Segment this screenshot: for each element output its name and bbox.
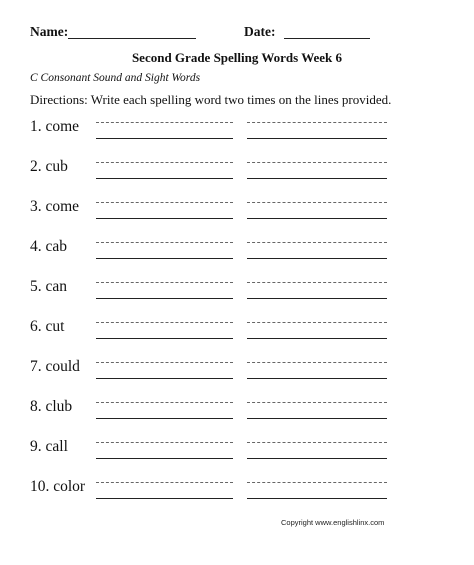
copyright-text: Copyright www.englishlinx.com [281,518,385,527]
directions-text: Directions: Write each spelling word two times on the lines provided. [30,92,392,107]
spelling-word: 7. could [30,358,80,375]
writing-midline [247,282,387,283]
writing-baseline[interactable] [96,378,233,379]
spelling-word: 6. cut [30,318,65,335]
writing-midline [96,122,233,123]
writing-baseline[interactable] [96,138,233,139]
spelling-word: 9. call [30,438,68,455]
writing-baseline[interactable] [247,378,387,379]
worksheet-subtitle: C Consonant Sound and Sight Words [30,72,201,84]
writing-midline [96,442,233,443]
spelling-word: 1. come [30,118,80,135]
writing-baseline[interactable] [247,338,387,339]
date-label: Date: [244,24,276,39]
name-label: Name: [30,24,69,39]
writing-baseline[interactable] [96,418,233,419]
writing-baseline[interactable] [96,178,233,179]
writing-baseline[interactable] [96,338,233,339]
writing-midline [96,482,233,483]
spelling-word: 3. come [30,198,80,215]
writing-baseline[interactable] [247,458,387,459]
writing-midline [96,202,233,203]
spelling-word: 8. club [30,398,73,415]
writing-baseline[interactable] [96,218,233,219]
writing-baseline[interactable] [96,458,233,459]
writing-baseline[interactable] [247,418,387,419]
writing-baseline[interactable] [96,258,233,259]
spelling-word: 10. color [30,478,86,495]
writing-midline [96,242,233,243]
writing-midline [247,162,387,163]
writing-midline [96,362,233,363]
spelling-word: 5. can [30,278,68,295]
writing-midline [247,122,387,123]
writing-midline [247,442,387,443]
writing-baseline[interactable] [247,218,387,219]
spelling-word: 2. cub [30,158,68,175]
writing-midline [247,362,387,363]
writing-midline [247,242,387,243]
writing-baseline[interactable] [247,138,387,139]
worksheet-title: Second Grade Spelling Words Week 6 [131,50,343,65]
writing-midline [247,402,387,403]
writing-midline [96,402,233,403]
writing-midline [96,322,233,323]
date-line [284,38,370,39]
writing-midline [96,282,233,283]
writing-midline [247,322,387,323]
writing-midline [247,202,387,203]
writing-baseline[interactable] [247,298,387,299]
writing-midline [96,162,233,163]
writing-baseline[interactable] [96,498,233,499]
spelling-word: 4. cab [30,238,68,255]
writing-baseline[interactable] [247,258,387,259]
writing-baseline[interactable] [247,498,387,499]
writing-baseline[interactable] [247,178,387,179]
name-line [68,38,196,39]
writing-baseline[interactable] [96,298,233,299]
writing-midline [247,482,387,483]
